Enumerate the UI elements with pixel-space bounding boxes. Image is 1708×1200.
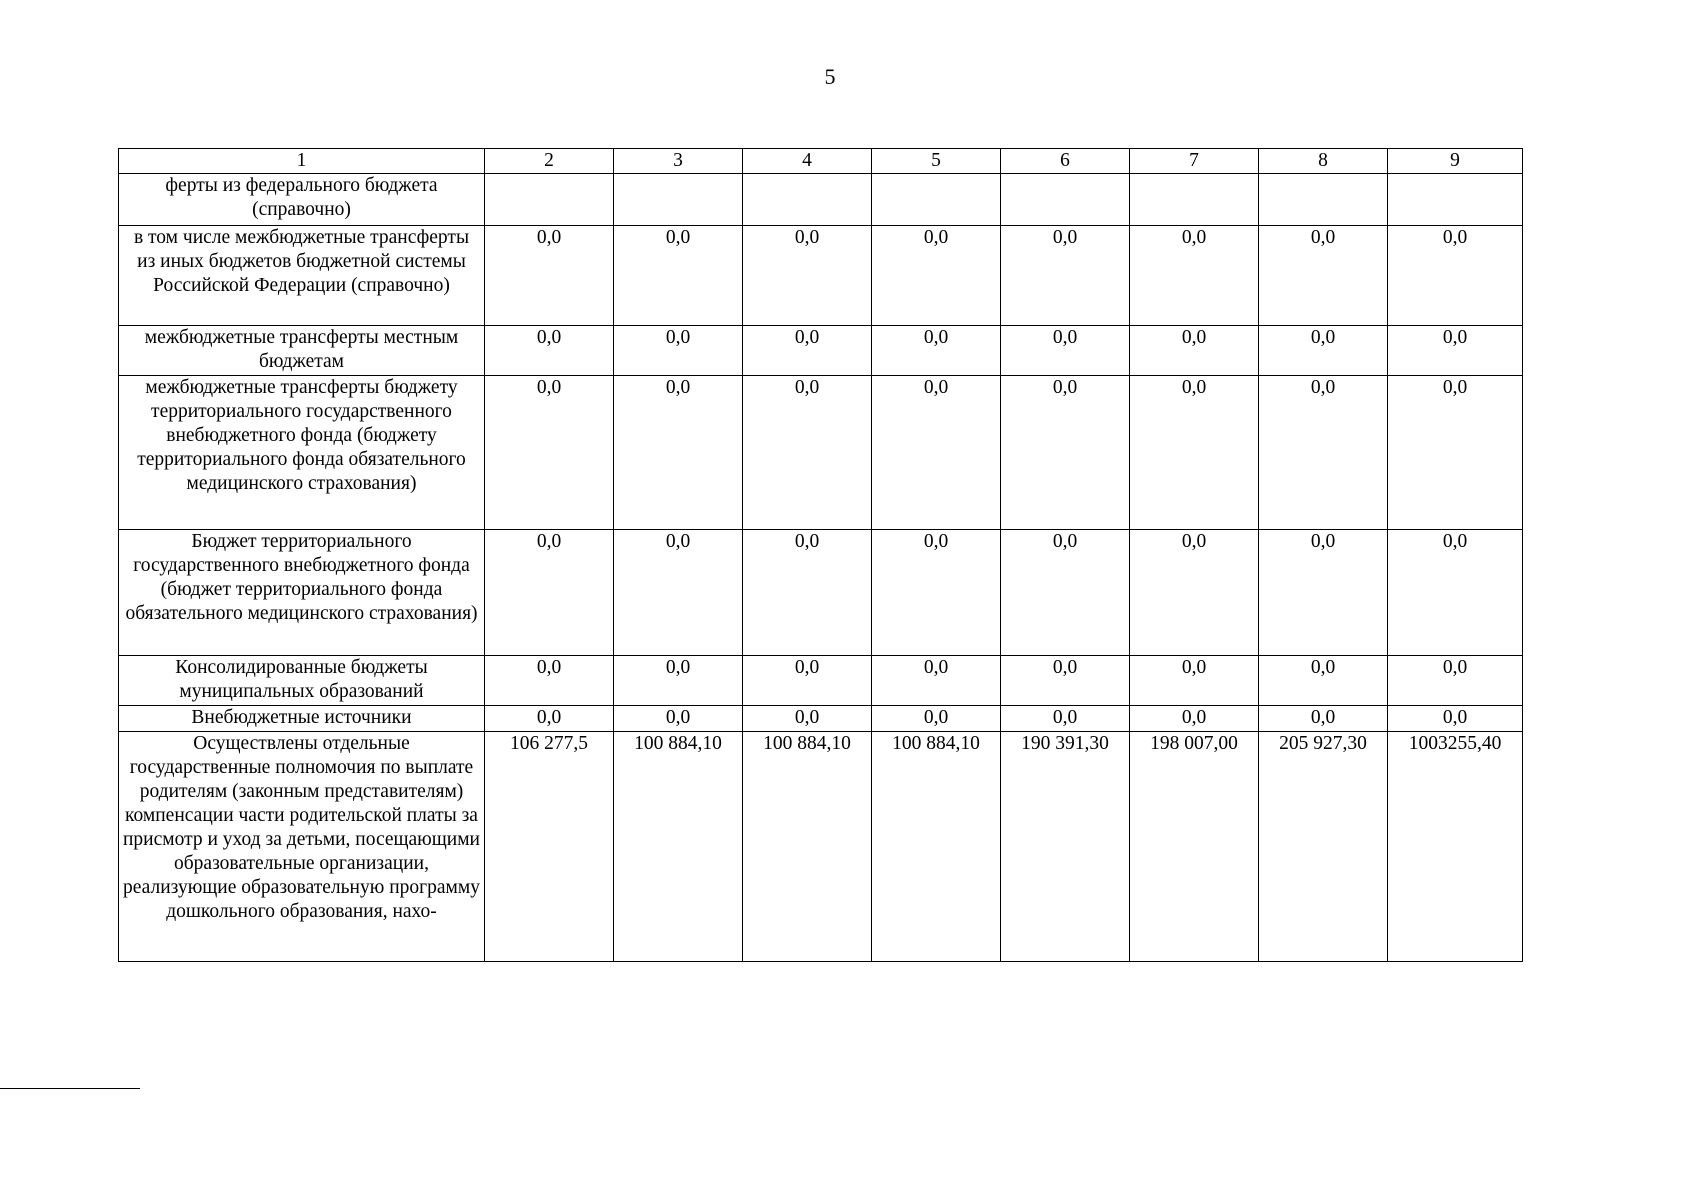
footnote-separator bbox=[0, 1088, 140, 1089]
table-row bbox=[119, 226, 1523, 326]
value-cell: 100 884,10 bbox=[743, 732, 872, 962]
value-cell: 198 007,00 bbox=[1130, 732, 1259, 962]
value-cell bbox=[485, 174, 614, 226]
value-cell: 0,0 bbox=[1130, 706, 1259, 732]
value-cell: 100 884,10 bbox=[872, 732, 1001, 962]
value-cell: 0,0 bbox=[1130, 376, 1259, 530]
value-cell: 0,0 bbox=[1388, 656, 1523, 706]
value-cell: 0,0 bbox=[485, 706, 614, 732]
budget-table bbox=[118, 148, 1523, 962]
value-cell: 1003255,40 bbox=[1388, 732, 1523, 962]
value-cell: 0,0 bbox=[1259, 656, 1388, 706]
table-row bbox=[119, 706, 1523, 732]
header-cell: 9 bbox=[1388, 149, 1523, 174]
value-cell: 0,0 bbox=[1001, 656, 1130, 706]
page-number: 5 bbox=[824, 64, 836, 89]
value-cell: 0,0 bbox=[743, 376, 872, 530]
value-cell: 205 927,30 bbox=[1259, 732, 1388, 962]
table-row bbox=[119, 530, 1523, 656]
value-cell: 0,0 bbox=[1388, 530, 1523, 656]
value-cell: 0,0 bbox=[872, 706, 1001, 732]
value-cell: 0,0 bbox=[743, 530, 872, 656]
value-cell: 0,0 bbox=[485, 326, 614, 376]
value-cell bbox=[1388, 174, 1523, 226]
row-label: в том числе межбюджетные трансферты из иных бюджетов бюджетной системы Российской Федерации (справочно) bbox=[119, 226, 485, 326]
value-cell: 0,0 bbox=[1130, 326, 1259, 376]
value-cell: 0,0 bbox=[614, 376, 743, 530]
row-label: Бюджет территориального государственного внебюджетного фонда (бюджет территориального фонда обязательного медицинского страхования) bbox=[119, 530, 485, 656]
value-cell: 0,0 bbox=[1001, 326, 1130, 376]
value-cell: 0,0 bbox=[1388, 326, 1523, 376]
value-cell: 0,0 bbox=[1388, 706, 1523, 732]
value-cell: 0,0 bbox=[1259, 326, 1388, 376]
table-row bbox=[119, 326, 1523, 376]
header-cell: 1 bbox=[119, 149, 485, 174]
value-cell: 0,0 bbox=[614, 226, 743, 326]
value-cell: 100 884,10 bbox=[614, 732, 743, 962]
header-cell: 2 bbox=[485, 149, 614, 174]
value-cell: 0,0 bbox=[872, 226, 1001, 326]
value-cell: 190 391,30 bbox=[1001, 732, 1130, 962]
value-cell: 0,0 bbox=[1388, 226, 1523, 326]
header-cell: 7 bbox=[1130, 149, 1259, 174]
value-cell: 0,0 bbox=[614, 706, 743, 732]
value-cell: 0,0 bbox=[1001, 530, 1130, 656]
value-cell bbox=[872, 174, 1001, 226]
table-row bbox=[119, 732, 1523, 962]
table-body bbox=[119, 149, 1523, 962]
value-cell bbox=[1130, 174, 1259, 226]
table-row bbox=[119, 656, 1523, 706]
value-cell: 0,0 bbox=[1001, 706, 1130, 732]
row-label: ферты из федерального бюджета (справочно) bbox=[119, 174, 485, 226]
value-cell: 0,0 bbox=[614, 326, 743, 376]
row-label: межбюджетные трансферты бюджету территориального государственного внебюджетного фонда (бюджету территориального фонда обязательного медицинского страхования) bbox=[119, 376, 485, 530]
header-cell: 5 bbox=[872, 149, 1001, 174]
value-cell: 0,0 bbox=[872, 530, 1001, 656]
value-cell: 0,0 bbox=[1388, 376, 1523, 530]
value-cell: 0,0 bbox=[1130, 656, 1259, 706]
row-label: Консолидированные бюджеты муниципальных образований bbox=[119, 656, 485, 706]
row-label: Внебюджетные источники bbox=[119, 706, 485, 732]
value-cell: 0,0 bbox=[1130, 226, 1259, 326]
table-header-row bbox=[119, 149, 1523, 174]
value-cell: 0,0 bbox=[872, 656, 1001, 706]
value-cell: 0,0 bbox=[614, 530, 743, 656]
header-cell: 6 bbox=[1001, 149, 1130, 174]
value-cell bbox=[1001, 174, 1130, 226]
value-cell bbox=[743, 174, 872, 226]
value-cell: 0,0 bbox=[743, 656, 872, 706]
value-cell: 0,0 bbox=[1001, 226, 1130, 326]
header-cell: 8 bbox=[1259, 149, 1388, 174]
row-label: межбюджетные трансферты местным бюджетам bbox=[119, 326, 485, 376]
value-cell: 0,0 bbox=[485, 376, 614, 530]
value-cell: 0,0 bbox=[743, 326, 872, 376]
header-cell: 3 bbox=[614, 149, 743, 174]
value-cell: 0,0 bbox=[872, 326, 1001, 376]
table-row bbox=[119, 174, 1523, 226]
value-cell: 0,0 bbox=[485, 226, 614, 326]
value-cell: 0,0 bbox=[872, 376, 1001, 530]
value-cell: 0,0 bbox=[485, 656, 614, 706]
value-cell bbox=[614, 174, 743, 226]
value-cell: 0,0 bbox=[614, 656, 743, 706]
value-cell: 0,0 bbox=[485, 530, 614, 656]
value-cell: 0,0 bbox=[1130, 530, 1259, 656]
value-cell: 0,0 bbox=[743, 226, 872, 326]
value-cell: 0,0 bbox=[1001, 376, 1130, 530]
table-row bbox=[119, 376, 1523, 530]
value-cell: 0,0 bbox=[1259, 376, 1388, 530]
header-cell: 4 bbox=[743, 149, 872, 174]
value-cell: 0,0 bbox=[1259, 706, 1388, 732]
value-cell bbox=[1259, 174, 1388, 226]
row-label: Осуществлены отдельные государственные полномочия по выплате родителям (законным представителям) компенсации части родительской платы за присмотр и уход за детьми, посещающими образовательные организации, реализующие образовательную программу дошкольного образования, нахо- bbox=[119, 732, 485, 962]
value-cell: 0,0 bbox=[1259, 226, 1388, 326]
value-cell: 0,0 bbox=[1259, 530, 1388, 656]
value-cell: 106 277,5 bbox=[485, 732, 614, 962]
value-cell: 0,0 bbox=[743, 706, 872, 732]
